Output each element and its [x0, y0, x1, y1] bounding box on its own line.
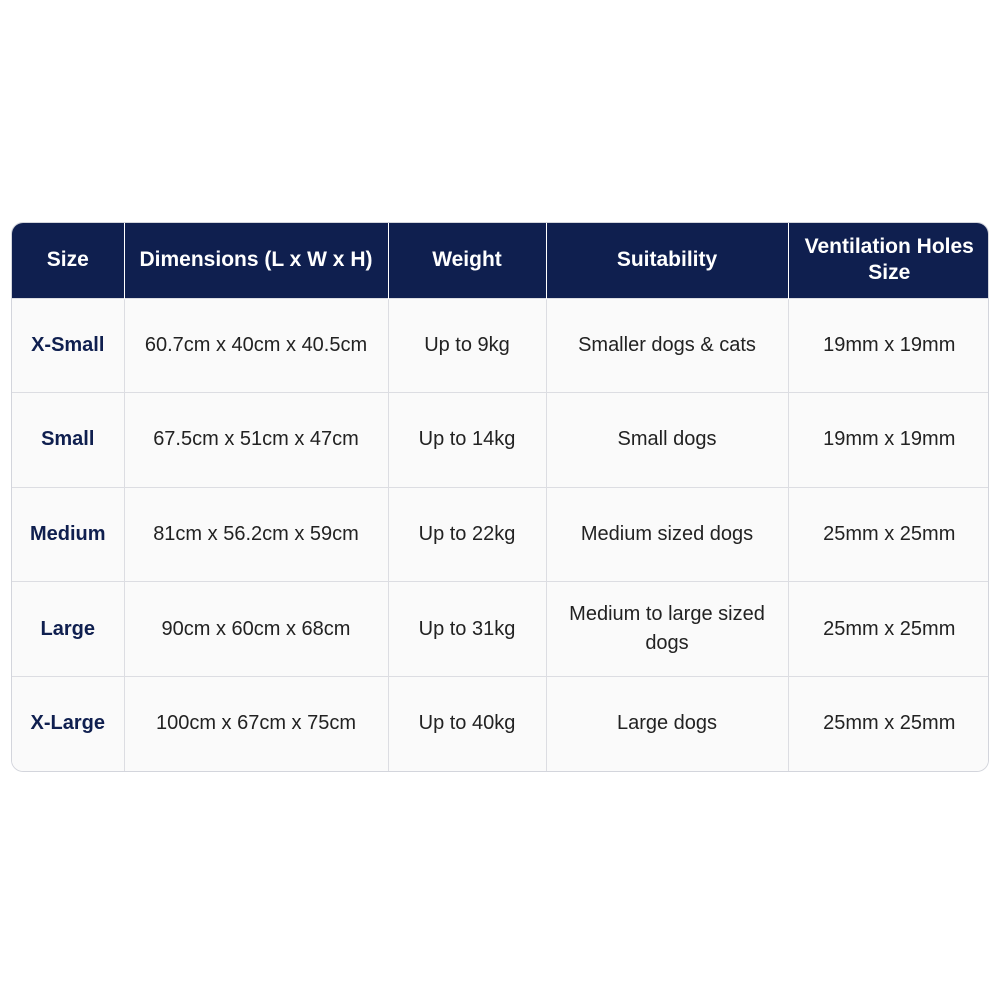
cell-weight: Up to 14kg: [388, 393, 546, 488]
cell-suitability: Smaller dogs & cats: [546, 298, 788, 393]
header-dimensions: Dimensions (L x W x H): [124, 223, 388, 298]
cell-weight: Up to 22kg: [388, 487, 546, 582]
cell-dimensions: 81cm x 56.2cm x 59cm: [124, 487, 388, 582]
cell-size: X-Small: [12, 298, 124, 393]
table-header-row: [12, 223, 989, 298]
cell-dimensions: 100cm x 67cm x 75cm: [124, 676, 388, 771]
cell-ventilation: 25mm x 25mm: [788, 487, 989, 582]
cell-size: Large: [12, 582, 124, 677]
cell-dimensions: 60.7cm x 40cm x 40.5cm: [124, 298, 388, 393]
cell-suitability: Medium to large sized dogs: [546, 582, 788, 677]
size-table-grid: [12, 223, 989, 771]
cell-suitability: Large dogs: [546, 676, 788, 771]
header-size: Size: [12, 223, 124, 298]
cell-weight: Up to 9kg: [388, 298, 546, 393]
header-suitability: Suitability: [546, 223, 788, 298]
cell-size: X-Large: [12, 676, 124, 771]
cell-dimensions: 67.5cm x 51cm x 47cm: [124, 393, 388, 488]
cell-ventilation: 25mm x 25mm: [788, 582, 989, 677]
cell-weight: Up to 40kg: [388, 676, 546, 771]
size-chart-table: [11, 222, 989, 772]
table-row: [12, 582, 989, 677]
cell-weight: Up to 31kg: [388, 582, 546, 677]
table-row: [12, 487, 989, 582]
table-row: [12, 676, 989, 771]
table-row: [12, 393, 989, 488]
cell-ventilation: 19mm x 19mm: [788, 393, 989, 488]
table-row: [12, 298, 989, 393]
header-ventilation: Ventilation Holes Size: [788, 223, 989, 298]
cell-ventilation: 19mm x 19mm: [788, 298, 989, 393]
cell-suitability: Small dogs: [546, 393, 788, 488]
cell-suitability: Medium sized dogs: [546, 487, 788, 582]
cell-ventilation: 25mm x 25mm: [788, 676, 989, 771]
cell-size: Medium: [12, 487, 124, 582]
header-weight: Weight: [388, 223, 546, 298]
cell-dimensions: 90cm x 60cm x 68cm: [124, 582, 388, 677]
cell-size: Small: [12, 393, 124, 488]
